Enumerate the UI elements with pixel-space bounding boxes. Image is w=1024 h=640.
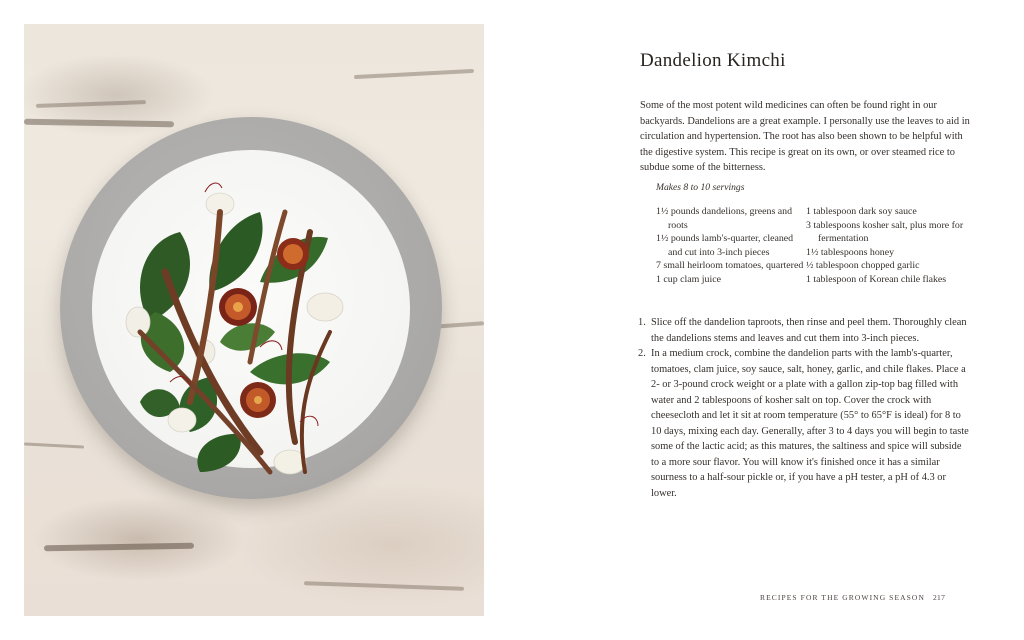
birch-bark-mark: [304, 581, 464, 591]
page-footer: [760, 593, 945, 602]
ingredient-item: ½ tablespoon chopped garlic: [806, 260, 920, 272]
ingredients-column-left: [656, 205, 806, 287]
ingredient-item: 1½ pounds dandelions, greens and roots: [656, 206, 793, 231]
ingredient-item: 1½ pounds lamb's-quarter, cleaned and cut into 3-inch pieces: [656, 233, 794, 258]
recipe-photo: [24, 24, 484, 616]
step-number: 1.: [638, 317, 646, 328]
kimchi-dish-illustration: [110, 172, 360, 482]
recipe-intro: Some of the most potent wild medicines can often be found right in our backyards. Dandelions are a great example. I personally use the leaves to aid in circulation and hypertension. The root has also been shown to be helpful with the digestive system. This recipe is great on its own, or over steamed rice to subdue some of the bitterness.: [640, 100, 970, 173]
step-text: In a medium crock, combine the dandelion parts with the lamb's-quarter, tomatoes, clam juice, soy sauce, salt, honey, garlic, and chile flakes. Place a 2- or 3-pound crock weight or a plate with a gallon zip-top bag filled with water and 2 tablespoons of kosher salt on top. Cover the crock with cheesecloth and let it sit at room temperature (55° to 65°F is ideal) for 8 to 10 days, mixing each day. Generally, after 3 to 4 days you will begin to taste some of the lactic acid; as this matures, the saltiness and spice will subside to a more sour flavor. You will know it's finished once it has a similar sourness to a half-sour pickle or, if you have a pH tester, a pH of 4.3 or lower.: [651, 348, 969, 499]
page-number: 217: [932, 593, 946, 602]
ingredient-item: 1 cup clam juice: [656, 273, 721, 285]
birch-bark-mark: [44, 543, 194, 552]
ingredient-item: 7 small heirloom tomatoes, quartered: [656, 260, 804, 272]
running-footer-section: RECIPES FOR THE GROWING SEASON: [760, 593, 925, 602]
step-number: 2.: [638, 348, 646, 359]
ingredients-column-right: [806, 205, 976, 287]
ingredient-item: 1 tablespoon of Korean chile flakes: [806, 273, 947, 285]
birch-bark-mark: [24, 442, 84, 448]
birch-bark-mark: [354, 69, 474, 79]
recipe-steps: [640, 315, 972, 501]
step-item: [640, 346, 972, 501]
step-item: [640, 315, 972, 346]
birch-bark-mark: [36, 100, 146, 108]
step-text: Slice off the dandelion taproots, then rinse and peel them. Thoroughly clean the dandelions stems and leaves and cut them into 3-inch pieces.: [651, 317, 967, 344]
recipe-title: Dandelion Kimchi: [640, 50, 786, 71]
ingredient-item: 1 tablespoon dark soy sauce: [806, 206, 917, 217]
ingredient-item: 3 tablespoons kosher salt, plus more for fermentation: [806, 219, 964, 245]
ingredient-item: 1½ tablespoons honey: [806, 246, 895, 258]
birch-bark-mark: [24, 119, 174, 128]
recipe-yield: Makes 8 to 10 servings: [656, 182, 745, 193]
